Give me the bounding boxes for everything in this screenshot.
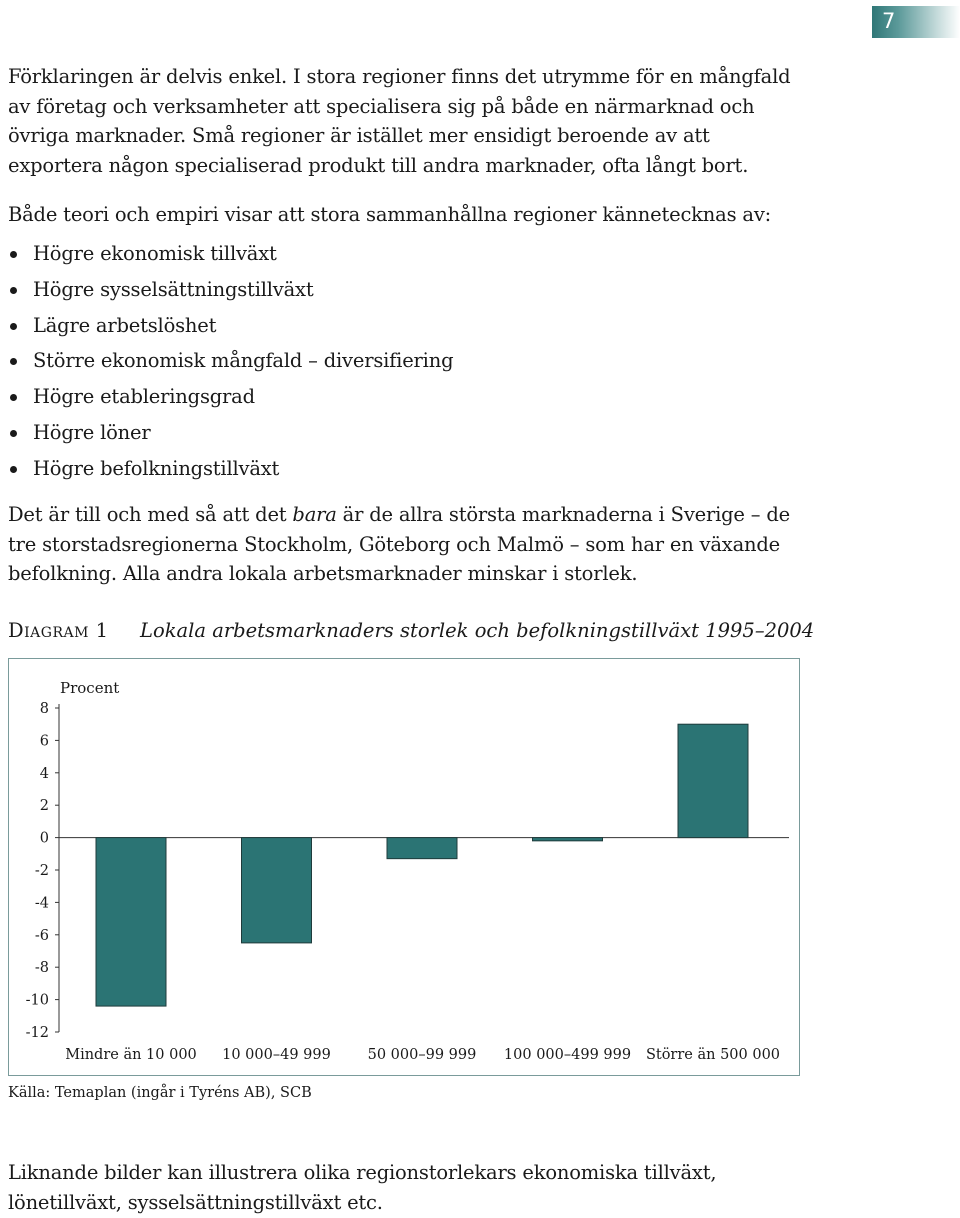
y-axis-title: Procent [60,679,120,697]
list-item: Högre ekonomisk tillväxt [8,236,453,272]
y-tick-label: -6 [34,927,49,944]
paragraph-theory: Både teori och empiri visar att stora sammanhållna regioner kännetecknas av: [8,203,772,226]
paragraph-metro-emphasis: bara [292,503,337,526]
bar [533,838,603,841]
y-tick-label: -10 [25,992,49,1009]
list-item: Högre sysselsättningstillväxt [8,272,453,308]
bar [242,838,312,943]
y-tick-label: 8 [39,701,49,717]
bar [96,838,166,1006]
y-tick-label: 6 [39,733,49,750]
list-item: Högre befolkningstillväxt [8,451,453,487]
bullet-list [8,236,453,487]
list-item: Lägre arbetslöshet [8,308,453,344]
diagram-caption [8,619,815,642]
y-tick-label: 0 [39,830,49,847]
page-number-tab [872,6,960,38]
list-item: Större ekonomisk mångfald – diversifiering [8,343,453,379]
bar [387,838,457,859]
x-category-label: Större än 500 000 [645,1047,781,1063]
paragraph-metro-part2: är de allra största marknaderna i Sverige – de tre storstadsregionerna Stockholm, Göteborg och Malmö – som har en växande befolkning. Alla andra lokala arbetsmarknader minskar i storlek. [8,503,790,585]
y-tick-label: -2 [34,863,49,879]
y-tick-label: -8 [34,960,49,977]
bar-chart [9,659,801,1077]
chart-frame [8,658,800,1076]
diagram-title: Lokala arbetsmarknaders storlek och befolkningstillväxt 1995–2004 [140,619,815,642]
list-item: Högre löner [8,415,453,451]
bar [678,724,748,837]
paragraph-intro: Förklaringen är delvis enkel. I stora regioner finns det utrymme för en mångfald av företag och verksamheter att specialisera sig på både en närmarknad och övriga marknader. Små regioner är istället mer ensidigt beroende av att exportera någon specialiserad produkt till andra marknader, ofta långt bort. [8,65,791,177]
paragraph-closing: Liknande bilder kan illustrera olika regionstorlekars ekonomiska tillväxt, lönetillväxt, sysselsättningstillväxt etc. [8,1161,717,1214]
diagram-label: Diagram 1 [8,619,109,642]
list-item: Högre etableringsgrad [8,379,453,415]
x-category-label: Mindre än 10 000 [65,1047,197,1063]
x-category-label: 100 000–499 999 [503,1047,632,1063]
source-note: Källa: Temaplan (ingår i Tyréns AB), SCB [8,1085,312,1101]
y-tick-label: -4 [34,895,49,912]
y-tick-label: 2 [39,798,49,815]
x-category-label: 50 000–99 999 [367,1047,477,1063]
paragraph-metro-part1: Det är till och med så att det [8,503,293,526]
page-number: 7 [882,9,896,33]
paragraph-metro [8,500,808,589]
y-tick-label: -12 [25,1025,49,1041]
y-tick-label: 4 [39,765,49,782]
x-category-label: 10 000–49 999 [222,1047,331,1063]
